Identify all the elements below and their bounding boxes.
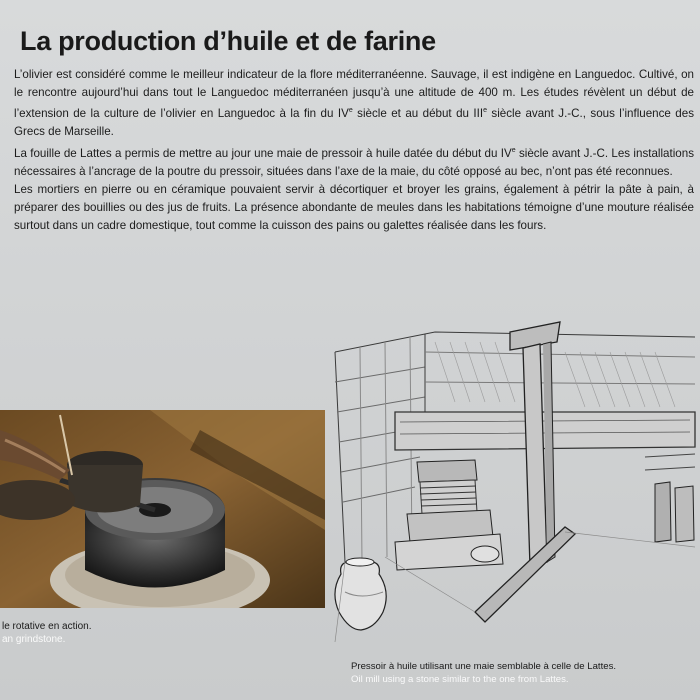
superscript-e: e <box>348 107 353 115</box>
superscript-e: e <box>483 107 487 115</box>
paragraph-lattes-part-2: siècle avant J.-C. Les installations nécessaires à l’ancrage de la poutre du pressoir, situées dans l’axe de la maie, du côté opposé au bec, n’ont pas été reconnues. <box>14 146 694 178</box>
paragraph-olive-part-3: siècle avant J.-C., sous l’influence des Grecs de Marseille. <box>14 107 694 139</box>
sketch-caption-fr: Pressoir à huile utilisant une maie semblable à celle de Lattes. <box>351 661 617 672</box>
panel-text <box>14 66 694 236</box>
grindstone-photo <box>0 410 325 608</box>
photo-caption-en: an grindstone. <box>2 634 66 645</box>
paragraph-olive-part-2: siècle et au début du III <box>352 107 484 121</box>
photo-caption <box>2 620 92 646</box>
photo-caption-fr: le rotative en action. <box>2 621 92 632</box>
paragraph-olive <box>14 66 694 142</box>
sketch-caption-en: Oil mill using a stone similar to the one from Lattes. <box>351 674 569 685</box>
panel-title: La production d’huile et de farine <box>20 26 436 56</box>
paragraph-lattes <box>14 142 694 181</box>
paragraph-lattes-part-1: La fouille de Lattes a permis de mettre au jour une maie de pressoir à huile datée du début du IV <box>14 146 512 160</box>
sketch-caption <box>351 660 616 686</box>
superscript-e: e <box>511 146 516 154</box>
paragraph-olive-part-1: L’olivier est considéré comme le meilleur indicateur de la flore méditerranéenne. Sauvage, il est indigène en Languedoc. Cultivé, on le rencontre aujourd’hui dans tout le Languedoc méditerranéen jusqu’à une altitude de 400 m. Les études révèlent un début de l’extension de la culture de l’olivier en Languedoc à la fin du IV <box>14 68 694 121</box>
oil-press-sketch <box>325 312 700 652</box>
paragraph-mortars: Les mortiers en pierre ou en céramique pouvaient servir à décortiquer et broyer les grains, également à pétrir la pâte à pain, à préparer des bouillies ou des jus de fruits. La présence abondante de meules dans les habitations témoigne d’une mouture réalisée surtout dans un cadre domestique, tout comme la cuisson des pains ou galettes réalisée dans les fours. <box>14 182 694 233</box>
